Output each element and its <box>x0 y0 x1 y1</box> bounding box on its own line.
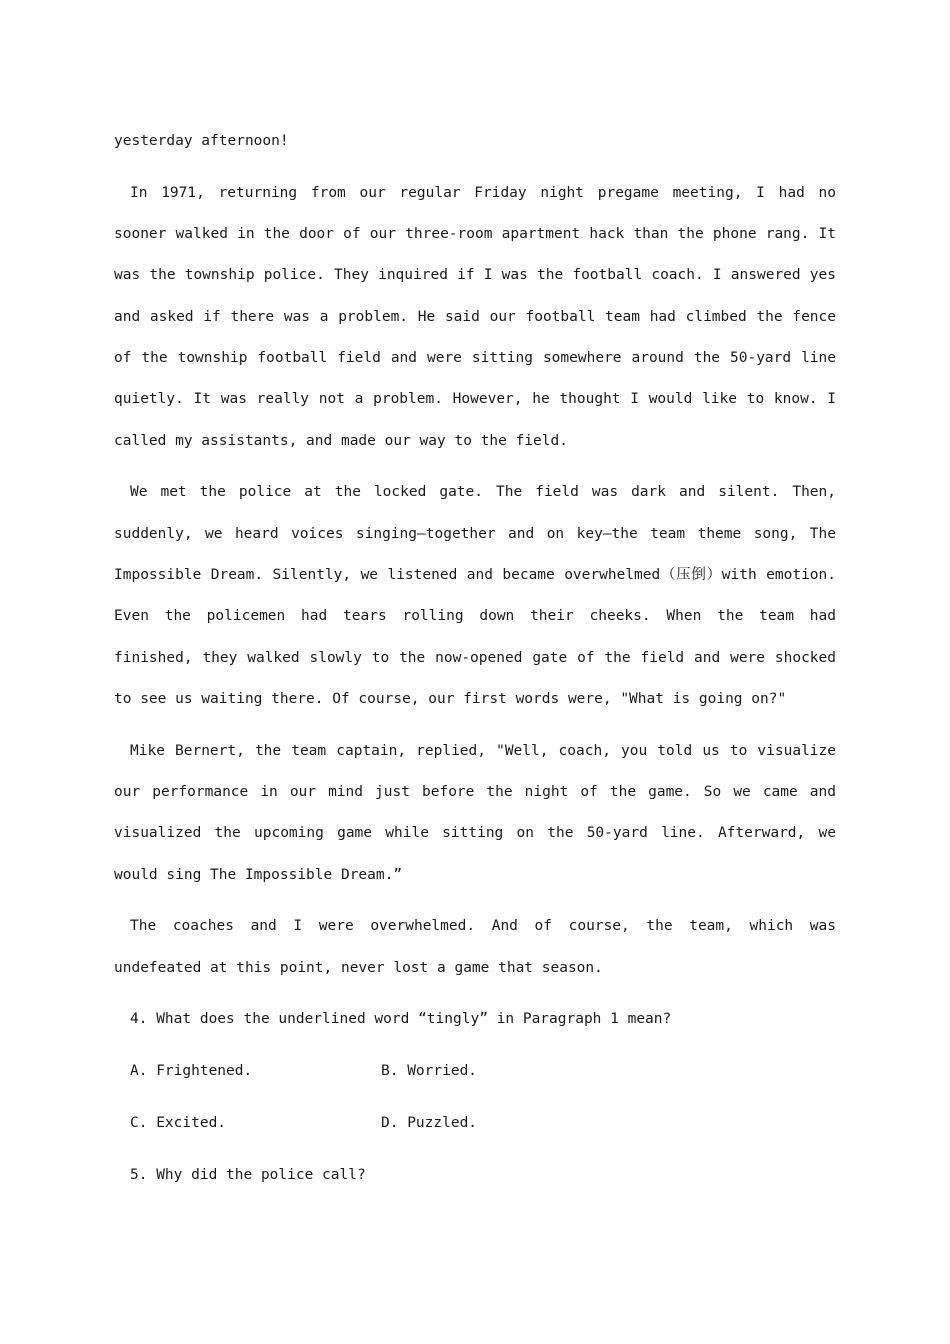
passage-paragraph: The coaches and I were overwhelmed. And of course, the team, which was undefeated at this point, never lost a game that season. <box>114 918 836 976</box>
passage-paragraph: We met the police at the locked gate. The field was dark and silent. Then, suddenly, we heard voices singing—together and on key—the team theme song, The Impossible Dream. Silently, we listened and became overwhelmed（压倒）with emotion. Even the policemen had tears rolling down their cheeks. When the team had finished, they walked slowly to the now-opened gate of the field and were shocked to see us waiting there. Of course, our first words were, "What is going on?" <box>114 484 836 707</box>
option-d: D. Puzzled. <box>381 1115 478 1132</box>
passage-paragraph: Mike Bernert, the team captain, replied, "Well, coach, you told us to visualize our performance in our mind just before the night of the game. So we came and visualized the upcoming game while sitting on the 50-yard line. Afterward, we would sing The Impossible Dream.” <box>114 742 836 883</box>
options-row <box>114 1103 836 1144</box>
question-stem: 4. What does the underlined word “tingly” in Paragraph 1 mean? <box>130 1011 672 1028</box>
question-stem: 5. Why did the police call? <box>130 1166 366 1183</box>
passage-paragraph: In 1971, returning from our regular Friday night pregame meeting, I had no sooner walked in the door of our three-room apartment hack than the phone rang. It was the township police. They inquired if I was the football coach. I answered yes and asked if there was a problem. He said our football team had climbed the fence of the township football field and were sitting somewhere around the 50-yard line quietly. It was really not a problem. However, he thought I would like to know. I called my assistants, and made our way to the field. <box>114 184 836 449</box>
question-5 <box>114 1155 836 1196</box>
option-c: C. Excited. <box>130 1115 227 1132</box>
option-b: B. Worried. <box>381 1063 478 1080</box>
options-row <box>114 1051 836 1092</box>
document-page <box>114 121 836 1207</box>
question-4 <box>114 999 836 1144</box>
passage-continuation: yesterday afternoon! <box>114 133 289 149</box>
option-a: A. Frightened. <box>130 1063 253 1080</box>
